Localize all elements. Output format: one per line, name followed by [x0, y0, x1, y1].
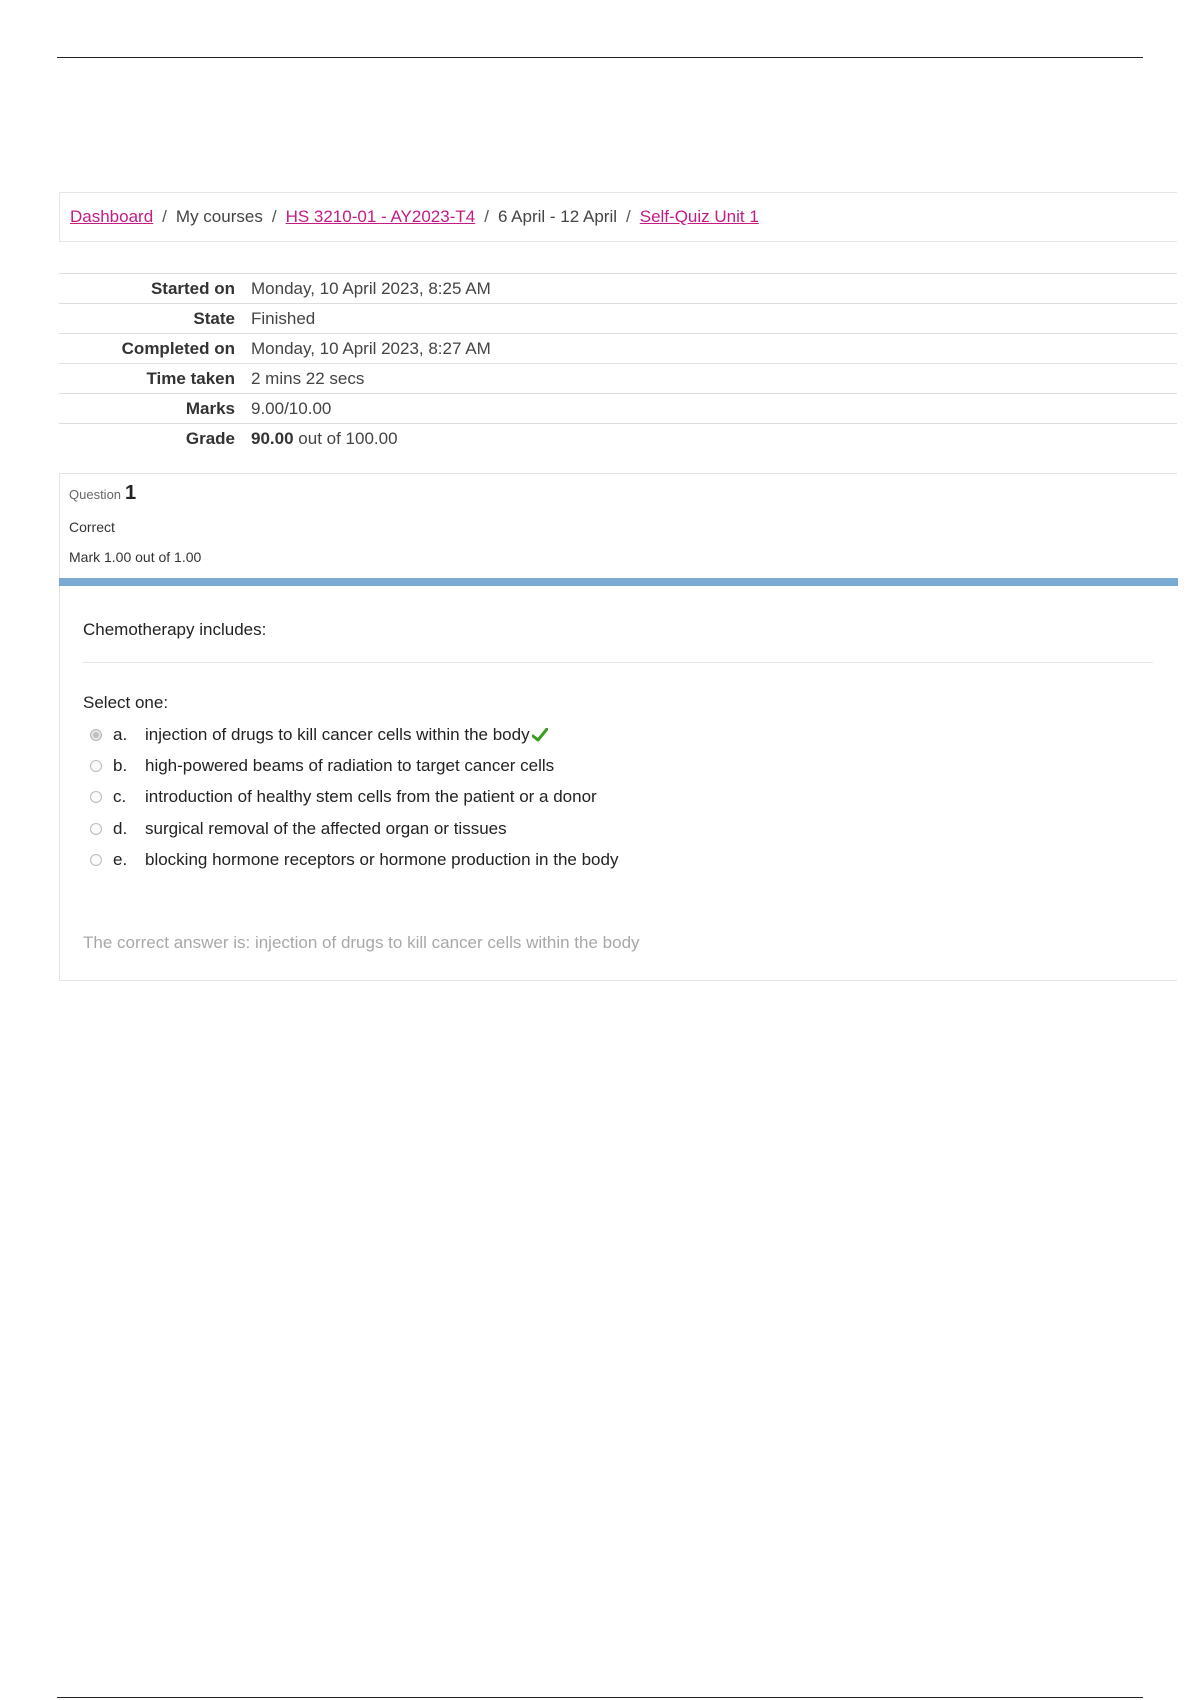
answer-option-e[interactable] — [90, 845, 618, 875]
question-number — [69, 482, 136, 505]
completed-on-value: Monday, 10 April 2023, 8:27 AM — [251, 338, 491, 358]
question-state: Correct — [69, 519, 115, 535]
answer-option-b[interactable] — [90, 750, 618, 782]
breadcrumb-dashboard-link[interactable]: Dashboard — [70, 207, 154, 226]
answer-letter-e: e. — [113, 850, 128, 869]
summary-row-marks — [59, 394, 1177, 424]
answer-radio-e[interactable] — [90, 854, 102, 866]
breadcrumb-my-courses: My courses — [175, 207, 263, 226]
breadcrumb-separator: / — [484, 207, 489, 226]
right-answer-feedback: The correct answer is: injection of drugs to kill cancer cells within the body — [83, 933, 640, 952]
summary-row-started-on — [59, 274, 1177, 304]
answer-text-b: high-powered beams of radiation to target cancer cells — [145, 756, 555, 775]
question-grade: Mark 1.00 out of 1.00 — [69, 549, 202, 565]
state-label: State — [193, 308, 235, 328]
answer-option-c[interactable] — [90, 782, 618, 812]
summary-row-grade — [59, 424, 1177, 454]
question-card — [59, 473, 1177, 981]
answer-options — [90, 720, 618, 875]
breadcrumb-section: 6 April - 12 April — [497, 207, 617, 226]
breadcrumb-course-link[interactable]: HS 3210-01 - AY2023-T4 — [285, 207, 476, 226]
time-taken-value: 2 mins 22 secs — [251, 368, 365, 388]
question-header-bar — [59, 578, 1178, 586]
breadcrumb — [59, 192, 1177, 242]
marks-value: 9.00/10.00 — [251, 398, 332, 418]
answer-text-d: surgical removal of the affected organ or tissues — [145, 818, 507, 838]
select-one-prompt: Select one: — [83, 693, 169, 712]
top-rule — [57, 57, 1143, 58]
question-number-value: 1 — [125, 482, 137, 504]
answer-letter-d: d. — [113, 818, 128, 838]
answer-option-a[interactable] — [90, 720, 618, 750]
answer-letter-a: a. — [113, 725, 128, 744]
answer-option-d[interactable] — [90, 812, 618, 845]
state-value: Finished — [251, 308, 316, 328]
answer-text-c: introduction of healthy stem cells from the patient or a donor — [145, 787, 597, 806]
answer-radio-b[interactable] — [90, 760, 102, 772]
started-on-label: Started on — [150, 278, 235, 298]
time-taken-label: Time taken — [146, 368, 235, 388]
grade-value: 90.00 — [251, 428, 294, 448]
bottom-rule — [57, 1697, 1143, 1698]
summary-row-state — [59, 304, 1177, 334]
question-divider — [83, 662, 1153, 663]
answer-radio-d[interactable] — [90, 823, 102, 835]
check-icon — [532, 728, 548, 742]
answer-letter-b: b. — [113, 756, 128, 775]
grade-value-cell — [251, 424, 1177, 454]
grade-suffix: out of 100.00 — [298, 428, 398, 448]
answer-radio-c[interactable] — [90, 791, 102, 803]
summary-row-completed-on — [59, 334, 1177, 364]
summary-row-time-taken — [59, 364, 1177, 394]
question-label: Question — [69, 487, 122, 502]
marks-label: Marks — [185, 398, 235, 418]
breadcrumb-separator: / — [626, 207, 631, 226]
answer-radio-a[interactable] — [90, 729, 102, 741]
answer-text-a: injection of drugs to kill cancer cells within the body — [145, 725, 530, 744]
answer-text-e: blocking hormone receptors or hormone production in the body — [145, 850, 619, 869]
completed-on-label: Completed on — [121, 338, 235, 358]
question-text: Chemotherapy includes: — [83, 620, 267, 639]
breadcrumb-separator: / — [162, 207, 167, 226]
started-on-value: Monday, 10 April 2023, 8:25 AM — [251, 278, 491, 298]
grade-label: Grade — [185, 428, 235, 448]
answer-letter-c: c. — [113, 787, 127, 806]
attempt-summary-table — [59, 273, 1177, 454]
breadcrumb-quiz-link[interactable]: Self-Quiz Unit 1 — [639, 207, 759, 226]
breadcrumb-separator: / — [271, 207, 277, 226]
